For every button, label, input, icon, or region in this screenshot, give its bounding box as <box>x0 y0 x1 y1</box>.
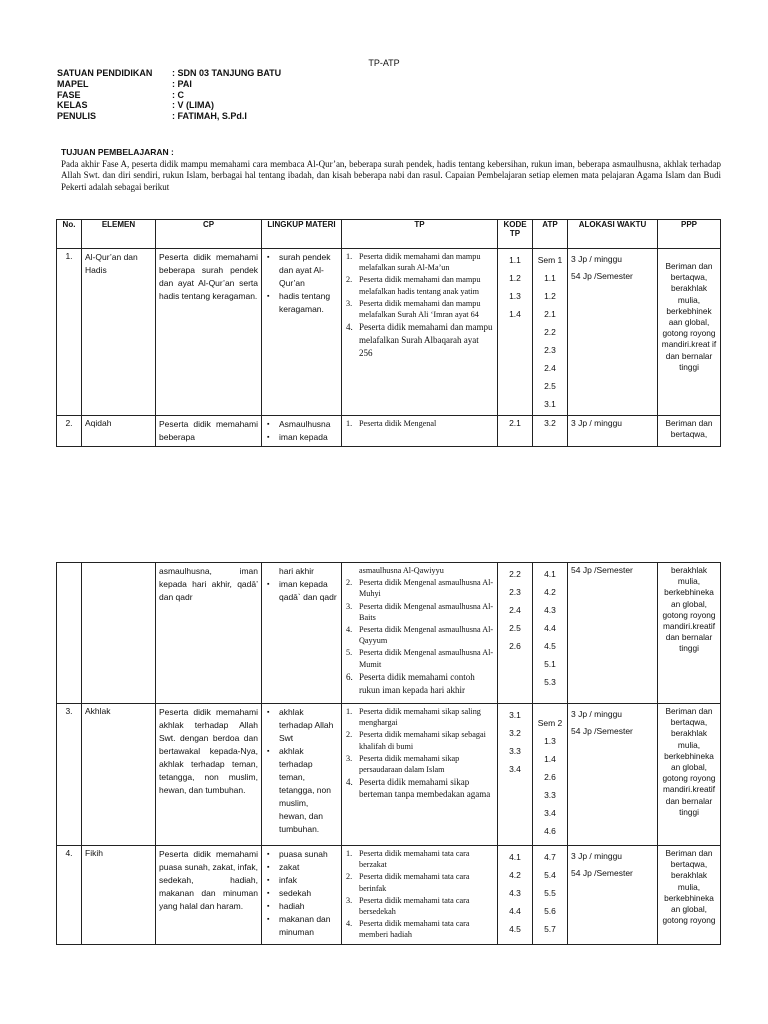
row-lingkup: hari akhir ▪ iman kepada qadā` dan qadr <box>262 563 342 704</box>
row-ppp: Beriman dan bertaqwa, berakhlak mulia, berkebhinek aan global, gotong royong mandiri.kreat if dan bernalar tinggi <box>658 249 721 416</box>
row-tp <box>342 416 498 447</box>
row-no: 1. <box>57 249 82 416</box>
info-key: SATUAN PENDIDIKAN <box>57 68 153 78</box>
row-no: 2. <box>57 416 82 447</box>
tp-item: 1. Peserta didik memahami dan mampu melafalkan surah Al-Ma’un <box>346 252 481 273</box>
info-value: : FATIMAH, S.Pd.I <box>172 111 247 122</box>
row-no: 3. <box>57 704 82 846</box>
row-lingkup <box>262 846 342 945</box>
tp-item: 1. Peserta didik Mengenal <box>346 419 437 428</box>
row-elemen: Aqidah <box>82 416 156 447</box>
info-value: : PAI <box>172 78 192 89</box>
identity-block <box>57 68 281 122</box>
row-cp: asmaulhusna, iman kepada hari akhir, qadā’ dan qadr <box>156 563 262 704</box>
row-kode: 2.1 <box>498 416 533 447</box>
info-value: : C <box>172 89 184 100</box>
row-atp: 4.7 5.4 5.5 5.6 5.7 <box>533 846 568 945</box>
tp-item: 2. Peserta didik Mengenal asmaulhusna Al-Muhyi <box>346 578 494 599</box>
info-key: FASE <box>57 89 81 100</box>
lingkup-item: ▪ puasa sunah <box>279 848 338 861</box>
tp-item: 2. Peserta didik memahami dan mampu melafalkan hadis tentang anak yatim <box>346 275 481 296</box>
lingkup-item: ▪ Asmaulhusna <box>279 418 338 431</box>
row-lingkup <box>262 416 342 447</box>
row-alokasi: 3 Jp / minggu 54 Jp /Semester <box>568 704 658 846</box>
lingkup-item: ▪ infak <box>279 874 338 887</box>
row-alokasi: 3 Jp / minggu <box>568 416 658 447</box>
tp-item: 4. Peserta didik memahami sikap berteman tanpa membedakan agama <box>346 777 491 800</box>
row-elemen: Akhlak <box>82 704 156 846</box>
row-tp <box>342 846 498 945</box>
row-tp <box>342 563 498 704</box>
row-elemen: Fikih <box>82 846 156 945</box>
row-cp: Peserta didik memahami beberapa <box>156 416 262 447</box>
row-cp: Peserta didik memahami puasa sunah, zakat, infak, sedekah, hadiah, makanan dan minuman yang halal dan haram. <box>156 846 262 945</box>
row-lingkup <box>262 704 342 846</box>
lingkup-item: ▪ akhlak terhadap Allah Swt <box>279 706 338 745</box>
tp-item: 4. Peserta didik memahami dan mampu melafalkan Surah Albaqarah ayat 256 <box>346 322 493 359</box>
row-atp: 4.1 4.2 4.3 4.4 4.5 5.1 5.3 <box>533 563 568 704</box>
tp-item: 3. Peserta didik Mengenal asmaulhusna Al-Baits <box>346 601 494 622</box>
row-kode: 4.1 4.2 4.3 4.4 4.5 <box>498 846 533 945</box>
header-no: No. <box>57 220 82 249</box>
lingkup-item: ▪ iman kepada qadā` dan qadr <box>279 578 338 604</box>
row-atp: 3.2 <box>533 416 568 447</box>
lingkup-item: ▪ akhlak terhadap teman, tetangga, non muslim, hewan, dan tumbuhan. <box>279 745 338 836</box>
row-kode: 1.1 1.2 1.3 1.4 <box>498 249 533 416</box>
row-alokasi: 3 Jp / minggu 54 Jp /Semester <box>568 249 658 416</box>
row-alokasi: 3 Jp / minggu 54 Jp /Semester <box>568 846 658 945</box>
lingkup-item: ▪ surah pendek dan ayat Al-Qur’an <box>279 251 338 290</box>
row-ppp: Beriman dan bertaqwa, berakhlak mulia, berkebhineka an global, gotong royong mandiri.kreatif dan bernalar tinggi <box>658 704 721 846</box>
info-key: MAPEL <box>57 78 89 89</box>
row-kode: 3.1 3.2 3.3 3.4 <box>498 704 533 846</box>
tp-atp-table-part2 <box>56 562 721 945</box>
row-kode: 2.2 2.3 2.4 2.5 2.6 <box>498 563 533 704</box>
header-lingkup: LINGKUP MATERI <box>262 220 342 249</box>
tp-item: 3. Peserta didik memahami sikap persaudaraan dalam Islam <box>346 753 460 775</box>
header-kode: KODE TP <box>498 220 533 249</box>
row-atp: Sem 1 1.1 1.2 2.1 2.2 2.3 2.4 2.5 3.1 <box>533 249 568 416</box>
header-cp: CP <box>156 220 262 249</box>
header-ppp: PPP <box>658 220 721 249</box>
info-value: : SDN 03 TANJUNG BATU <box>172 68 282 78</box>
lingkup-item: ▪ hadiah <box>279 900 338 913</box>
table-row <box>57 704 721 846</box>
tp-item: 3. Peserta didik memahami tata cara bersedekah <box>346 895 470 917</box>
header-tp: TP <box>342 220 498 249</box>
row-ppp: Beriman dan bertaqwa, <box>658 416 721 447</box>
document-title: TP-ATP <box>368 58 400 68</box>
table-header-row <box>57 220 721 249</box>
tp-item: 6. Peserta didik memahami contoh rukun iman kepada hari akhir <box>346 671 475 695</box>
table-row <box>57 249 721 416</box>
info-key: KELAS <box>57 100 88 111</box>
table-row <box>57 416 721 447</box>
row-ppp: Beriman dan bertaqwa, berakhlak mulia, berkebhineka an global, gotong royong <box>658 846 721 945</box>
learning-objective-section <box>61 147 721 193</box>
row-alokasi: 54 Jp /Semester <box>568 563 658 704</box>
table-row <box>57 563 721 704</box>
tp-item: 1. Peserta didik memahami tata cara berzakat <box>346 849 470 870</box>
info-key: PENULIS <box>57 111 97 122</box>
header-alokasi: ALOKASI WAKTU <box>568 220 658 249</box>
row-elemen: Al-Qur’an dan Hadis <box>82 249 156 416</box>
learning-objective-text: Pada akhir Fase A, peserta didik mampu memahami cara membaca Al-Qur’an, beberapa surah pendek, hadis tentang kebersihan, rukun iman, beberapa asmaulhusna, akhlak terhadap Allah Swt. dan diri sendiri, rukun Islam, berbagai hal tentang ibadah, dan kisah beberapa nabi dan rasul. Capaian Pembelajaran setiap elemen mata pelajaran Agama Islam dan Budi Pekerti adalah sebagai berikut <box>61 158 721 192</box>
row-tp <box>342 704 498 846</box>
row-ppp: berakhlak mulia, berkebhineka an global, gotong royong mandiri.kreatif dan bernalar tinggi <box>658 563 721 704</box>
row-tp <box>342 249 498 416</box>
tp-item: 4. Peserta didik Mengenal asmaulhusna Al-Qayyum <box>346 625 494 646</box>
row-cp: Peserta didik memahami beberapa surah pendek dan ayat Al-Qur’an serta hadis tentang keragaman. <box>156 249 262 416</box>
row-no: 4. <box>57 846 82 945</box>
tp-item: 1. Peserta didik memahami sikap saling menghargai <box>346 707 481 728</box>
table-row <box>57 846 721 945</box>
tp-item: 3. Peserta didik memahami dan mampu melafalkan Surah Ali ‘Imran ayat 64 <box>346 298 481 320</box>
row-cp: Peserta didik memahami akhlak terhadap Allah Swt. dengan berdoa dan bertawakal kepada-Nya, akhlak terhadap teman, tetangga, non muslim, hewan, dan tumbuhan. <box>156 704 262 846</box>
lingkup-item: ▪ makanan dan minuman <box>279 913 338 939</box>
row-lingkup <box>262 249 342 416</box>
tp-item: 4. Peserta didik memahami tata cara memberi hadiah <box>346 919 470 940</box>
header-atp: ATP <box>533 220 568 249</box>
header-elemen: ELEMEN <box>82 220 156 249</box>
learning-objective-heading: TUJUAN PEMBELAJARAN : <box>61 147 174 157</box>
tp-item: 2. Peserta didik memahami sikap sebagai khalifah di bumi <box>346 730 486 751</box>
tp-item: 5. Peserta didik Mengenal asmaulhusna Al-Mumit <box>346 648 494 669</box>
tp-item: asmaulhusna Al-Qawiyyu <box>359 566 444 575</box>
tp-item: 2. Peserta didik memahami tata cara berinfak <box>346 872 470 893</box>
lingkup-item: ▪ iman kepada <box>279 431 338 444</box>
lingkup-item: ▪ zakat <box>279 861 338 874</box>
lingkup-item: ▪ hadis tentang keragaman. <box>279 290 338 316</box>
tp-atp-table-part1 <box>56 219 721 447</box>
row-atp: Sem 2 1.3 1.4 2.6 3.3 3.4 4.6 <box>533 704 568 846</box>
lingkup-item: ▪ sedekah <box>279 887 338 900</box>
info-value: : V (LIMA) <box>172 100 214 111</box>
